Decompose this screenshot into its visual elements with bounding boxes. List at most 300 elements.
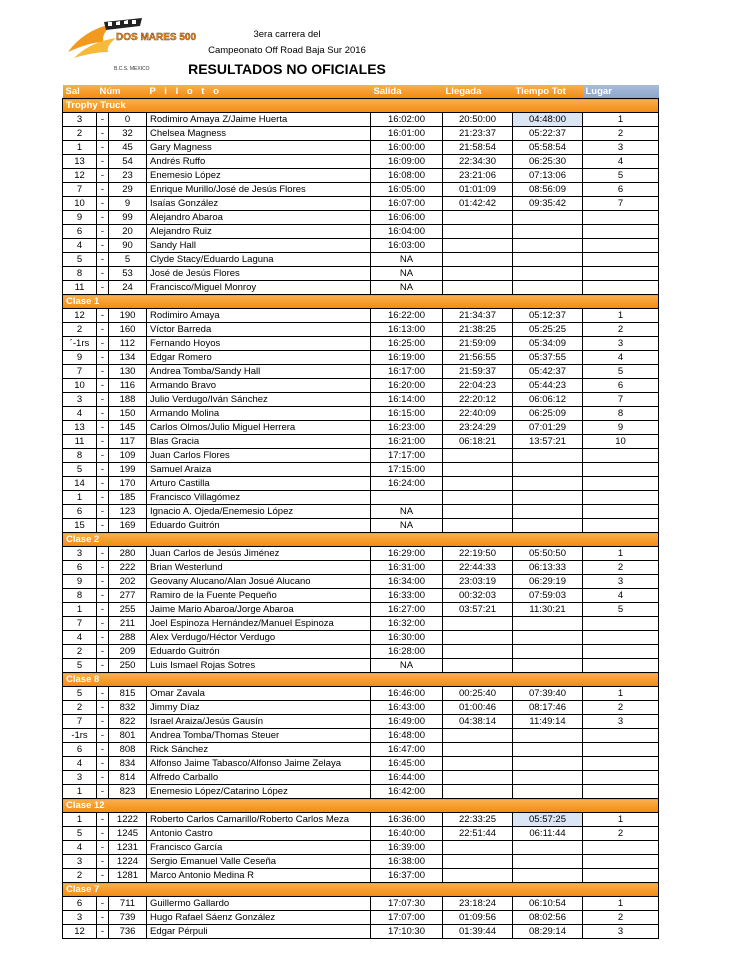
cell-llegada: 22:44:33 — [443, 561, 513, 575]
cell-tiempo: 05:42:37 — [513, 365, 583, 379]
cell-salida — [371, 491, 443, 505]
cell-llegada: 22:20:12 — [443, 393, 513, 407]
table-row — [63, 211, 659, 225]
cell-lugar — [583, 645, 659, 659]
cell-salida: 16:30:00 — [371, 631, 443, 645]
cell-lugar — [583, 519, 659, 533]
cell-dash: - — [97, 841, 109, 855]
cell-tiempo: 05:34:09 — [513, 337, 583, 351]
cell-tiempo: 05:50:50 — [513, 547, 583, 561]
cell-piloto: Ramiro de la Fuente Pequeño — [147, 589, 371, 603]
cell-piloto: Alfonso Jaime Tabasco/Alfonso Jaime Zelaya — [147, 757, 371, 771]
cell-dash: - — [97, 715, 109, 729]
cell-sal: 4 — [63, 841, 97, 855]
cell-tiempo — [513, 281, 583, 295]
table-row — [63, 267, 659, 281]
cell-dash: - — [97, 771, 109, 785]
cell-sal: 8 — [63, 589, 97, 603]
cell-lugar: 5 — [583, 365, 659, 379]
cell-llegada: 21:59:37 — [443, 365, 513, 379]
cell-dash: - — [97, 127, 109, 141]
cell-tiempo: 05:44:23 — [513, 379, 583, 393]
section-header — [63, 799, 659, 813]
cell-piloto: Armando Bravo — [147, 379, 371, 393]
cell-dash: - — [97, 897, 109, 911]
cell-piloto: Rodimiro Amaya Z/Jaime Huerta — [147, 113, 371, 127]
cell-tiempo: 08:56:09 — [513, 183, 583, 197]
section-header — [63, 99, 659, 113]
cell-salida: 16:49:00 — [371, 715, 443, 729]
cell-tiempo: 07:39:40 — [513, 687, 583, 701]
section-title: Clase 12 — [63, 799, 659, 813]
cell-salida: 16:29:00 — [371, 547, 443, 561]
cell-dash: - — [97, 183, 109, 197]
cell-salida: 16:28:00 — [371, 645, 443, 659]
cell-salida: 16:38:00 — [371, 855, 443, 869]
cell-tiempo: 07:59:03 — [513, 589, 583, 603]
table-row — [63, 561, 659, 575]
cell-salida: 16:02:00 — [371, 113, 443, 127]
cell-num: 199 — [109, 463, 147, 477]
table-row — [63, 225, 659, 239]
cell-num: 123 — [109, 505, 147, 519]
cell-num: 0 — [109, 113, 147, 127]
cell-sal: 2 — [63, 127, 97, 141]
cell-llegada — [443, 211, 513, 225]
cell-dash: - — [97, 449, 109, 463]
results-table — [62, 85, 659, 939]
cell-dash: - — [97, 211, 109, 225]
table-row — [63, 589, 659, 603]
cell-lugar — [583, 267, 659, 281]
cell-lugar — [583, 855, 659, 869]
cell-dash: - — [97, 743, 109, 757]
cell-lugar: 1 — [583, 309, 659, 323]
cell-piloto: Rodimiro Amaya — [147, 309, 371, 323]
cell-lugar — [583, 869, 659, 883]
cell-lugar: 1 — [583, 547, 659, 561]
table-row — [63, 281, 659, 295]
cell-num: 202 — [109, 575, 147, 589]
cell-salida: 16:21:00 — [371, 435, 443, 449]
cell-llegada — [443, 785, 513, 799]
col-header-num: Núm — [97, 85, 147, 99]
table-row — [63, 141, 659, 155]
cell-llegada: 22:34:30 — [443, 155, 513, 169]
table-row — [63, 659, 659, 673]
cell-llegada — [443, 841, 513, 855]
cell-sal: 4 — [63, 757, 97, 771]
table-row — [63, 701, 659, 715]
cell-piloto: Enemesio López — [147, 169, 371, 183]
cell-lugar: 2 — [583, 827, 659, 841]
cell-sal: 4 — [63, 631, 97, 645]
cell-salida: 16:07:00 — [371, 197, 443, 211]
cell-sal: 4 — [63, 239, 97, 253]
cell-piloto: Sandy Hall — [147, 239, 371, 253]
cell-num: 9 — [109, 197, 147, 211]
cell-dash: - — [97, 407, 109, 421]
cell-piloto: Víctor Barreda — [147, 323, 371, 337]
table-row — [63, 393, 659, 407]
cell-llegada: 23:03:19 — [443, 575, 513, 589]
cell-sal: 2 — [63, 645, 97, 659]
cell-sal: -1rs — [63, 729, 97, 743]
cell-piloto: Carlos Olmos/Julio Miguel Herrera — [147, 421, 371, 435]
table-row — [63, 407, 659, 421]
cell-dash: - — [97, 617, 109, 631]
section-title: Trophy Truck — [63, 99, 659, 113]
cell-dash: - — [97, 351, 109, 365]
cell-num: 29 — [109, 183, 147, 197]
cell-lugar: 3 — [583, 141, 659, 155]
cell-sal: 3 — [63, 547, 97, 561]
cell-salida: 16:14:00 — [371, 393, 443, 407]
cell-sal: 1 — [63, 785, 97, 799]
cell-salida: 16:47:00 — [371, 743, 443, 757]
cell-dash: - — [97, 645, 109, 659]
cell-llegada: 21:58:54 — [443, 141, 513, 155]
cell-lugar: 5 — [583, 169, 659, 183]
cell-tiempo — [513, 631, 583, 645]
cell-lugar: 6 — [583, 183, 659, 197]
cell-dash: - — [97, 323, 109, 337]
cell-llegada: 01:01:09 — [443, 183, 513, 197]
cell-salida: 16:40:00 — [371, 827, 443, 841]
cell-llegada — [443, 463, 513, 477]
cell-dash: - — [97, 855, 109, 869]
cell-lugar: 1 — [583, 687, 659, 701]
cell-llegada — [443, 519, 513, 533]
cell-num: 209 — [109, 645, 147, 659]
cell-llegada — [443, 477, 513, 491]
cell-sal: 11 — [63, 281, 97, 295]
cell-tiempo: 13:57:21 — [513, 435, 583, 449]
cell-dash: - — [97, 659, 109, 673]
table-row — [63, 113, 659, 127]
table-row — [63, 771, 659, 785]
cell-piloto: Francisco/Miguel Monroy — [147, 281, 371, 295]
table-row — [63, 351, 659, 365]
cell-dash: - — [97, 141, 109, 155]
cell-num: 32 — [109, 127, 147, 141]
cell-lugar: 6 — [583, 379, 659, 393]
cell-llegada: 00:25:40 — [443, 687, 513, 701]
table-row — [63, 827, 659, 841]
cell-tiempo — [513, 211, 583, 225]
cell-tiempo: 07:13:06 — [513, 169, 583, 183]
cell-piloto: Eduardo Guitrón — [147, 645, 371, 659]
cell-num: 288 — [109, 631, 147, 645]
cell-tiempo — [513, 267, 583, 281]
cell-piloto: Jimmy Díaz — [147, 701, 371, 715]
cell-salida: NA — [371, 281, 443, 295]
cell-piloto: Alex Verdugo/Héctor Verdugo — [147, 631, 371, 645]
cell-piloto: Eduardo Guitrón — [147, 519, 371, 533]
cell-num: 20 — [109, 225, 147, 239]
cell-lugar: 2 — [583, 701, 659, 715]
cell-tiempo — [513, 645, 583, 659]
cell-lugar: 4 — [583, 351, 659, 365]
cell-num: 250 — [109, 659, 147, 673]
cell-sal: 10 — [63, 379, 97, 393]
cell-salida: NA — [371, 659, 443, 673]
cell-tiempo — [513, 477, 583, 491]
cell-piloto: Blas Gracia — [147, 435, 371, 449]
cell-num: 185 — [109, 491, 147, 505]
cell-piloto: Enemesio López/Catarino López — [147, 785, 371, 799]
col-header-lugar: Lugar — [583, 85, 659, 99]
cell-tiempo: 05:25:25 — [513, 323, 583, 337]
cell-lugar: 2 — [583, 127, 659, 141]
cell-sal: 7 — [63, 183, 97, 197]
cell-tiempo — [513, 225, 583, 239]
table-row — [63, 785, 659, 799]
cell-num: 23 — [109, 169, 147, 183]
cell-lugar — [583, 491, 659, 505]
cell-sal: 4 — [63, 407, 97, 421]
cell-sal: 3 — [63, 855, 97, 869]
cell-dash: - — [97, 547, 109, 561]
cell-lugar — [583, 449, 659, 463]
cell-llegada: 23:21:06 — [443, 169, 513, 183]
cell-llegada: 22:04:23 — [443, 379, 513, 393]
svg-text:DOS MARES 500: DOS MARES 500 — [116, 32, 197, 43]
cell-tiempo: 06:11:44 — [513, 827, 583, 841]
cell-tiempo: 08:29:14 — [513, 925, 583, 939]
cell-salida: 16:37:00 — [371, 869, 443, 883]
cell-tiempo — [513, 519, 583, 533]
col-header-sal: Sal — [63, 85, 97, 99]
cell-num: 1245 — [109, 827, 147, 841]
cell-sal: 9 — [63, 211, 97, 225]
cell-salida: 16:48:00 — [371, 729, 443, 743]
cell-llegada: 06:18:21 — [443, 435, 513, 449]
cell-lugar — [583, 771, 659, 785]
cell-salida: 16:36:00 — [371, 813, 443, 827]
cell-num: 736 — [109, 925, 147, 939]
cell-llegada: 23:18:24 — [443, 897, 513, 911]
cell-dash: - — [97, 869, 109, 883]
cell-salida: 16:03:00 — [371, 239, 443, 253]
cell-tiempo: 06:29:19 — [513, 575, 583, 589]
cell-sal: 3 — [63, 393, 97, 407]
col-header-piloto: P i l o t o — [147, 85, 371, 99]
cell-salida: 17:07:00 — [371, 911, 443, 925]
cell-dash: - — [97, 379, 109, 393]
cell-sal: 8 — [63, 267, 97, 281]
table-row — [63, 435, 659, 449]
cell-dash: - — [97, 463, 109, 477]
cell-llegada: 22:19:50 — [443, 547, 513, 561]
cell-num: 24 — [109, 281, 147, 295]
cell-num: 134 — [109, 351, 147, 365]
cell-tiempo: 06:25:09 — [513, 407, 583, 421]
section-title: Clase 8 — [63, 673, 659, 687]
cell-salida: 16:44:00 — [371, 771, 443, 785]
cell-dash: - — [97, 435, 109, 449]
cell-lugar — [583, 463, 659, 477]
cell-piloto: Jaime Mario Abaroa/Jorge Abaroa — [147, 603, 371, 617]
cell-sal: 11 — [63, 435, 97, 449]
cell-dash: - — [97, 365, 109, 379]
cell-dash: - — [97, 309, 109, 323]
cell-piloto: Enrique Murillo/José de Jesús Flores — [147, 183, 371, 197]
cell-num: 1231 — [109, 841, 147, 855]
cell-llegada — [443, 491, 513, 505]
cell-sal: 10 — [63, 197, 97, 211]
cell-salida: 16:20:00 — [371, 379, 443, 393]
cell-salida: 17:07:30 — [371, 897, 443, 911]
cell-tiempo: 08:02:56 — [513, 911, 583, 925]
cell-num: 117 — [109, 435, 147, 449]
cell-llegada — [443, 855, 513, 869]
cell-dash: - — [97, 687, 109, 701]
cell-llegada: 21:56:55 — [443, 351, 513, 365]
cell-num: 169 — [109, 519, 147, 533]
header-line-2: Campeonato Off Road Baja Sur 2016 — [208, 45, 366, 56]
cell-piloto: Brian Westerlund — [147, 561, 371, 575]
table-row — [63, 631, 659, 645]
cell-salida: NA — [371, 505, 443, 519]
header-line-1: 3era carrera del — [253, 29, 321, 40]
cell-dash: - — [97, 925, 109, 939]
cell-lugar — [583, 785, 659, 799]
cell-num: 54 — [109, 155, 147, 169]
cell-llegada: 00:32:03 — [443, 589, 513, 603]
section-title: Clase 1 — [63, 295, 659, 309]
cell-salida: 16:13:00 — [371, 323, 443, 337]
cell-tiempo — [513, 841, 583, 855]
cell-salida: NA — [371, 253, 443, 267]
table-row — [63, 855, 659, 869]
table-row — [63, 617, 659, 631]
cell-num: 116 — [109, 379, 147, 393]
cell-dash: - — [97, 631, 109, 645]
cell-piloto: Gary Magness — [147, 141, 371, 155]
cell-lugar — [583, 281, 659, 295]
cell-sal: 3 — [63, 911, 97, 925]
cell-lugar: 3 — [583, 925, 659, 939]
cell-dash: - — [97, 337, 109, 351]
cell-piloto: Fernando Hoyos — [147, 337, 371, 351]
cell-sal: 9 — [63, 351, 97, 365]
cell-salida: 16:25:00 — [371, 337, 443, 351]
cell-dash: - — [97, 491, 109, 505]
cell-dash: - — [97, 589, 109, 603]
cell-dash: - — [97, 253, 109, 267]
cell-llegada — [443, 869, 513, 883]
cell-lugar: 1 — [583, 113, 659, 127]
cell-sal: 1 — [63, 491, 97, 505]
cell-lugar — [583, 631, 659, 645]
cell-llegada — [443, 729, 513, 743]
table-row — [63, 491, 659, 505]
cell-lugar: 7 — [583, 197, 659, 211]
table-header-row — [63, 85, 659, 99]
cell-sal: 5 — [63, 463, 97, 477]
cell-num: 277 — [109, 589, 147, 603]
cell-piloto: Edgar Pérpuli — [147, 925, 371, 939]
cell-sal: 12 — [63, 169, 97, 183]
cell-llegada — [443, 225, 513, 239]
cell-salida: 17:17:00 — [371, 449, 443, 463]
cell-salida: 16:04:00 — [371, 225, 443, 239]
table-row — [63, 645, 659, 659]
cell-tiempo — [513, 491, 583, 505]
cell-num: 815 — [109, 687, 147, 701]
cell-sal: 2 — [63, 323, 97, 337]
cell-piloto: Marco Antonio Medina R — [147, 869, 371, 883]
table-row — [63, 253, 659, 267]
cell-piloto: Isaías González — [147, 197, 371, 211]
cell-tiempo: 06:10:54 — [513, 897, 583, 911]
table-row — [63, 169, 659, 183]
cell-salida: 16:15:00 — [371, 407, 443, 421]
cell-salida: 16:08:00 — [371, 169, 443, 183]
table-row — [63, 869, 659, 883]
cell-piloto: Alfredo Carballo — [147, 771, 371, 785]
cell-salida: NA — [371, 267, 443, 281]
cell-lugar: 1 — [583, 897, 659, 911]
table-row — [63, 505, 659, 519]
cell-salida: 16:43:00 — [371, 701, 443, 715]
cell-llegada — [443, 449, 513, 463]
cell-num: 160 — [109, 323, 147, 337]
cell-salida: 16:33:00 — [371, 589, 443, 603]
table-row — [63, 757, 659, 771]
cell-sal: 2 — [63, 869, 97, 883]
cell-lugar — [583, 729, 659, 743]
table-row — [63, 239, 659, 253]
cell-sal: 6 — [63, 561, 97, 575]
cell-lugar: 4 — [583, 155, 659, 169]
cell-sal: ´-1rs — [63, 337, 97, 351]
cell-tiempo — [513, 463, 583, 477]
cell-dash: - — [97, 701, 109, 715]
cell-lugar — [583, 617, 659, 631]
cell-salida: NA — [371, 519, 443, 533]
cell-piloto: Chelsea Magness — [147, 127, 371, 141]
cell-salida: 16:31:00 — [371, 561, 443, 575]
cell-dash: - — [97, 505, 109, 519]
cell-piloto: Joel Espinoza Hernández/Manuel Espinoza — [147, 617, 371, 631]
cell-piloto: Antonio Castro — [147, 827, 371, 841]
cell-salida: 17:10:30 — [371, 925, 443, 939]
cell-salida: 16:42:00 — [371, 785, 443, 799]
cell-num: 1224 — [109, 855, 147, 869]
cell-sal: 5 — [63, 253, 97, 267]
cell-dash: - — [97, 155, 109, 169]
table-row — [63, 925, 659, 939]
cell-num: 211 — [109, 617, 147, 631]
cell-salida: 16:34:00 — [371, 575, 443, 589]
cell-dash: - — [97, 785, 109, 799]
col-header-tiempo: Tiempo Tot — [513, 85, 583, 99]
cell-tiempo: 05:22:37 — [513, 127, 583, 141]
cell-llegada: 21:59:09 — [443, 337, 513, 351]
cell-piloto: Juan Carlos Flores — [147, 449, 371, 463]
cell-lugar: 2 — [583, 911, 659, 925]
cell-tiempo: 05:57:25 — [513, 813, 583, 827]
cell-tiempo — [513, 239, 583, 253]
cell-salida: 16:23:00 — [371, 421, 443, 435]
table-row — [63, 337, 659, 351]
cell-salida: 16:09:00 — [371, 155, 443, 169]
cell-lugar: 2 — [583, 323, 659, 337]
cell-llegada: 01:42:42 — [443, 197, 513, 211]
cell-sal: 12 — [63, 925, 97, 939]
